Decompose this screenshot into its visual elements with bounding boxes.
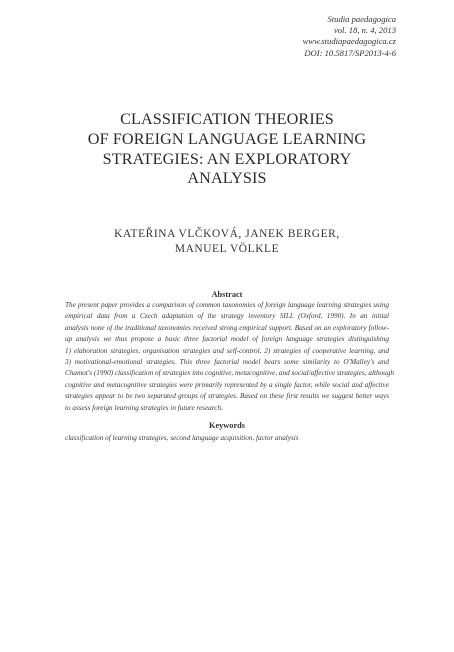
keywords-heading: Keywords <box>209 421 245 430</box>
abstract-text <box>65 300 394 414</box>
abstract-line: strategies appear to be two separated groups of strategies. Based on these first results we suggest better ways <box>65 392 389 401</box>
abstract-line: cognitive and metacognitive strategies were primarily represented by a single factor, while social and affective <box>65 380 389 389</box>
abstract-line: up analysis we thus propose a basic three factorial model of foreign language strategies distinguishing <box>65 335 389 344</box>
title-line: OF FOREIGN LANGUAGE LEARNING <box>87 129 367 148</box>
abstract-line: to assess foreign learning strategies in future research. <box>65 403 223 412</box>
article-title <box>40 110 414 189</box>
abstract-line: Chamot's (1990) classification of strategies into cognitive, metacognitive, and social/affective strategies, although <box>65 369 394 378</box>
authors-line: KATEŘINA VLČKOVÁ, JANEK BERGER, <box>114 228 340 240</box>
title-line: ANALYSIS <box>187 169 267 188</box>
authors-line: MANUEL VÖLKLE <box>174 242 280 255</box>
abstract-line: 3) motivational-emotional strategies. This three factorial model bears some similarity to O'Malley's and <box>65 358 389 367</box>
abstract-line: analysis none of the traditional taxonomies received strong empirical support. Based on an exploratory follow- <box>65 323 389 332</box>
journal-name: Studia paedagogica <box>327 14 396 24</box>
journal-volume: vol. 18, n. 4, 2013 <box>333 25 396 36</box>
journal-info <box>176 14 396 59</box>
journal-doi: DOI: 10.5817/SP2013-4-6 <box>304 47 396 58</box>
abstract-heading: Abstract <box>211 290 243 299</box>
abstract-line: 1) elaboration strategies, organisation strategies and self-control, 2) strategies of cooperative learning, and <box>65 346 389 355</box>
title-line: CLASSIFICATION THEORIES <box>120 110 334 128</box>
title-line: STRATEGIES: AN EXPLORATORY <box>102 149 352 168</box>
keywords-text: classification of learning strategies, second language acquisition, factor analysis <box>65 434 299 442</box>
article-authors <box>40 227 414 257</box>
journal-website: www.studiapaedagogica.cz <box>302 36 396 47</box>
abstract-line: empirical data from a Czech adaptation of the strategy inventory SILL (Oxford, 1990). In an initial <box>65 312 389 321</box>
abstract-line: The present paper provides a comparison of common taxonomies of foreign language learning strategies using <box>65 301 389 309</box>
